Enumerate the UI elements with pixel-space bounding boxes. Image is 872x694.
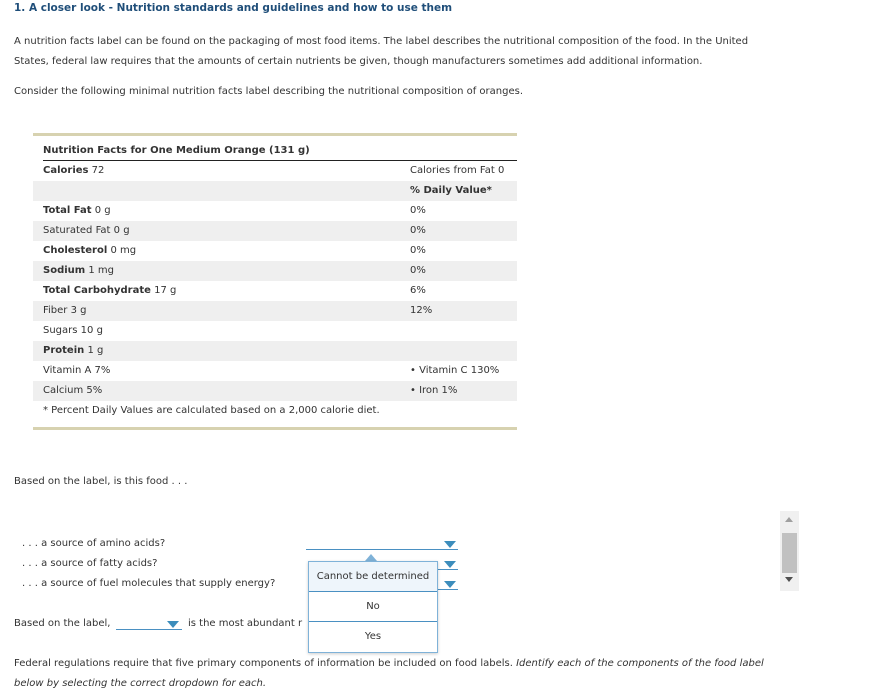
question-item-fatty: . . . a source of fatty acids? bbox=[22, 558, 158, 569]
vitamin-row bbox=[33, 361, 517, 381]
page-title: 1. A closer look - Nutrition standards and guidelines and how to use them bbox=[14, 2, 453, 14]
iron: • Iron 1% bbox=[410, 385, 458, 396]
federal-instruction-cont: below by selecting the correct dropdown for each. bbox=[14, 678, 267, 689]
footnote-row bbox=[33, 401, 517, 421]
scroll-down-icon[interactable] bbox=[785, 577, 793, 582]
calories-value: 72 bbox=[91, 165, 105, 176]
nutrient-amount: 0 mg bbox=[110, 245, 137, 256]
question-prompt: Based on the label, is this food . . . bbox=[14, 476, 188, 487]
nutrient-amount: 10 g bbox=[80, 325, 103, 336]
nutrient-name: Saturated Fat bbox=[43, 225, 111, 236]
nutrient-name: Total Fat bbox=[43, 205, 92, 216]
consider-text: Consider the following minimal nutrition facts label describing the nutritional composition of oranges. bbox=[14, 86, 523, 97]
nutrient-amount: 1 mg bbox=[88, 265, 115, 276]
nutrient-name: Sodium bbox=[43, 265, 86, 276]
nutrition-label-title: Nutrition Facts for One Medium Orange (131 g) bbox=[43, 144, 517, 161]
nutrient-row bbox=[33, 281, 517, 301]
nutrient-amount: 0 g bbox=[113, 225, 130, 236]
vitamin-a: Vitamin A 7% bbox=[43, 365, 111, 376]
option-cannot-be-determined[interactable]: Cannot be determined bbox=[309, 562, 437, 592]
nutrient-row bbox=[33, 341, 517, 361]
nutrient-amount: 3 g bbox=[70, 305, 87, 316]
option-yes[interactable]: Yes bbox=[364, 631, 382, 642]
nutrient-dv: 12% bbox=[410, 305, 433, 316]
chevron-down-icon[interactable] bbox=[167, 621, 179, 628]
nutrient-name: Sugars bbox=[43, 325, 78, 336]
option-no[interactable]: No bbox=[309, 592, 437, 622]
nutrition-facts-label bbox=[33, 133, 517, 430]
nutrient-dv: 0% bbox=[410, 225, 426, 236]
nutrient-name: Fiber bbox=[43, 305, 68, 316]
nutrient-row bbox=[33, 241, 517, 261]
nutrient-amount: 17 g bbox=[154, 285, 177, 296]
nutrient-name: Total Carbohydrate bbox=[43, 285, 151, 296]
popup-caret bbox=[365, 554, 377, 561]
scrollbar[interactable] bbox=[780, 511, 799, 591]
nutrient-row bbox=[33, 321, 517, 341]
federal-instruction: Identify each of the components of the food label bbox=[516, 658, 764, 669]
daily-value-footnote: * Percent Daily Values are calculated based on a 2,000 calorie diet. bbox=[43, 405, 380, 416]
calories-label: Calories bbox=[43, 165, 89, 176]
calories-from-fat: Calories from Fat 0 bbox=[410, 165, 505, 176]
nutrient-dv: 0% bbox=[410, 265, 426, 276]
calcium: Calcium 5% bbox=[43, 385, 103, 396]
amino-acids-dropdown[interactable] bbox=[306, 537, 458, 550]
nutrient-name: Cholesterol bbox=[43, 245, 108, 256]
nutrient-amount: 1 g bbox=[87, 345, 104, 356]
nutrient-row bbox=[33, 301, 517, 321]
federal-text: Federal regulations require that five primary components of information be included on food labels. bbox=[14, 658, 513, 669]
chevron-down-icon[interactable] bbox=[444, 581, 456, 588]
vitamin-c: • Vitamin C 130% bbox=[410, 365, 500, 376]
calories-row bbox=[33, 161, 517, 181]
chevron-down-icon[interactable] bbox=[444, 561, 456, 568]
scroll-up-icon[interactable] bbox=[785, 517, 793, 522]
intro-line-2: States, federal law requires that the amounts of certain nutrients be given, though manufacturers sometimes add additional information. bbox=[14, 56, 703, 67]
second-question-prefix: Based on the label, bbox=[14, 618, 111, 629]
chevron-down-icon[interactable] bbox=[444, 541, 456, 548]
nutrient-amount: 0 g bbox=[94, 205, 111, 216]
federal-paragraph bbox=[14, 654, 814, 694]
question-item-amino: . . . a source of amino acids? bbox=[22, 538, 166, 549]
nutrient-dv: 0% bbox=[410, 205, 426, 216]
scroll-thumb[interactable] bbox=[782, 533, 797, 573]
daily-value-header: % Daily Value* bbox=[410, 185, 492, 196]
nutrient-dv: 0% bbox=[410, 245, 426, 256]
dropdown-menu bbox=[308, 561, 438, 653]
second-question-suffix: is the most abundant r bbox=[188, 618, 303, 629]
nutrient-row bbox=[33, 221, 517, 241]
intro-paragraph bbox=[14, 32, 794, 72]
question-item-fuel: . . . a source of fuel molecules that supply energy? bbox=[22, 578, 276, 589]
nutrient-row bbox=[33, 261, 517, 281]
nutrient-dv: 6% bbox=[410, 285, 426, 296]
intro-line-1: A nutrition facts label can be found on the packaging of most food items. The label describes the nutritional composition of the food. In the United bbox=[14, 36, 749, 47]
mineral-row bbox=[33, 381, 517, 401]
nutrient-name: Protein bbox=[43, 345, 85, 356]
dv-header-row bbox=[33, 181, 517, 201]
nutrient-row bbox=[33, 201, 517, 221]
